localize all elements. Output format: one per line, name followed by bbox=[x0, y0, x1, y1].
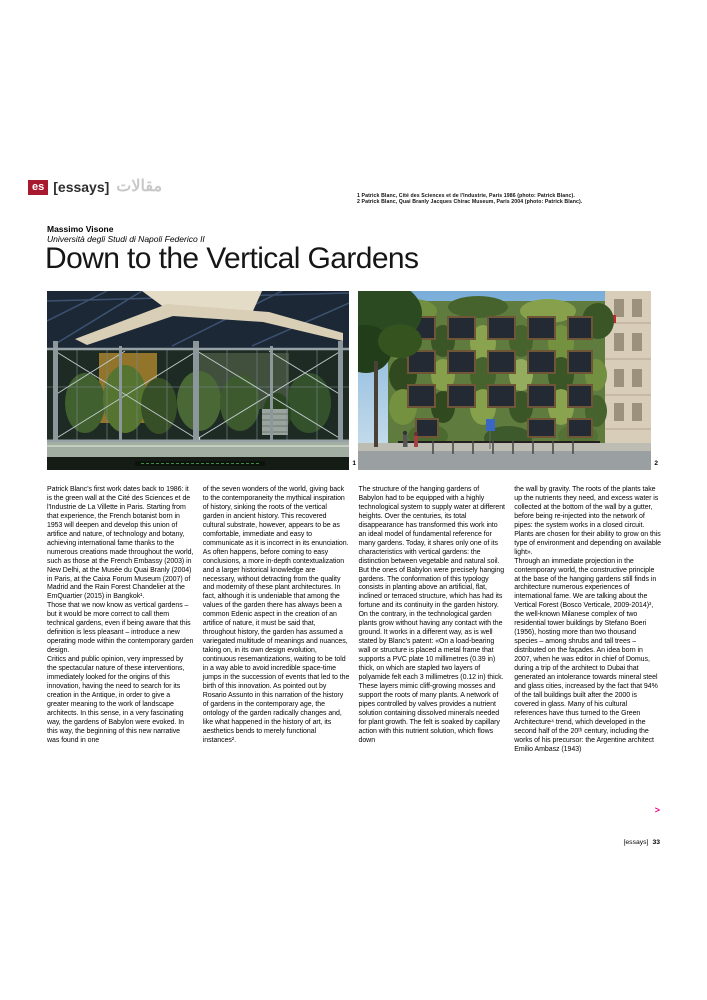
green-wall-facade-photo bbox=[358, 291, 651, 470]
text-column-2 bbox=[203, 486, 350, 755]
byline bbox=[47, 224, 205, 244]
continue-arrow: > bbox=[654, 805, 660, 815]
body-paragraph: Critics and public opinion, very impressed by the spectacular nature of these interventions, immediately looked for the origins of this innovation, having the need to search for its creation in the Antique, in order to give a greater meaning to the work of landscape architects. In this sense, in a very fascinating way, the gardens of Babylon were evoked. In this way, the beginning of this new narrative was found in one bbox=[47, 656, 185, 744]
figure-2 bbox=[358, 291, 658, 470]
body-paragraph: On the contrary, in the technological garden plants grow without having any contact with the ground. It works in a different way, as is well stated by Blanc's patent: «On a load-bearing wall or structure is placed a metal frame that supports a PVC plate 10 millimetres (0.39 in) thick, on which are stapled two layers of polyamide felt each 3 millimetres (0.12 in) thick. These layers mimic cliff-growing mosses and support the roots of many plants. A network of pipes controlled by valves provides a nutrient solution containing dissolved minerals needed for plant growth. The felt is soaked by capillary action with this nutrient solution, which flows down bbox=[358, 611, 504, 744]
body-paragraph: Patrick Blanc's first work dates back to 1986: it is the green wall at the Cité des Sciences et de l'Industrie de La Villette in Paris. Starting from that experience, the French botanist born in 1953 will deepen and develop this union of artifice and nature, of technology and botany, achieving international fame thanks to the numerous creations made throughout the world, such as those at the French Embassy (2003) in New Delhi, at the Musée du Quai Branly (2004) in Paris, at the Caixa Forum Museum (2007) of Madrid and the Rain Forest Chandelier at the EmQuartier (2015) in Bangkok¹. bbox=[47, 486, 194, 601]
figure-captions bbox=[357, 193, 657, 206]
figure-1 bbox=[47, 291, 356, 470]
article-title: Down to the Vertical Gardens bbox=[45, 242, 419, 275]
caption-figure-1: 1 Patrick Blanc, Cité des Sciences et de l'Industrie, Paris 1986 (photo: Patrick Blanc). bbox=[357, 193, 575, 199]
greenhouse-photo bbox=[47, 291, 349, 470]
footer-section-label: [essays] bbox=[623, 839, 649, 846]
figures-row bbox=[47, 291, 658, 470]
body-paragraph: Those that we now know as vertical gardens – but it would be more correct to call them technical gardens, even if being aware that this definition is less pleasant – introduce a new operating mode within the contemporary garden design. bbox=[47, 602, 194, 655]
section-header bbox=[28, 180, 162, 198]
body-paragraph: Through an immediate projection in the contemporary world, the constructive principle at the base of the hanging gardens still finds in architecture numerous experiences of international fame. We are talking about the Vertical Forest (Bosco Verticale, 2009-2014)³, the well-known Milanese complex of two residential tower buildings by Stefano Boeri (1956), hosting more than two thousand species – among shrubs and tall trees – distributed on the façades. An idea born in 2007, when he was editor in chief of Domus, during a trip of the architect to Dubai that generated an intolerance towards mineral steel and glass cities, increased by the fact that 94% of the tall buildings built after the 2000 is covered in glass. Many of his cultural references have thus turned to the Green Architecture⁴ trend, which developed in the second half of the 20ᵗʰ century, including the works of his precursor: the Argentine architect Emilio Ambasz (1943) bbox=[514, 557, 658, 753]
section-title: [essays] bbox=[53, 179, 110, 195]
body-paragraph: the wall by gravity. The roots of the plants take up the nutrients they need, and excess water is collected at the bottom of the wall by a gutter, before being re-injected into the network of pipes: the system works in a closed circuit. Plants are chosen for their ability to grow on this type of environment and depending on available light». bbox=[514, 486, 662, 556]
caption-figure-2: 2 Patrick Blanc, Quai Branly Jacques Chirac Museum, Paris 2004 (photo: Patrick Blanc). bbox=[357, 199, 583, 206]
text-column-3 bbox=[359, 486, 506, 755]
body-paragraph: of the seven wonders of the world, giving back to the contemporaneity the mythical inspiration of history, sinking the roots of the vertical garden in ancient history. This recovered cultural substrate, however, appears to be as comfortable, immediate and easy to communicate as it is incorrect in its enunciation. As often happens, before coming to easy conclusions, a more in-depth contextualization and a larger historical knowledge are necessary, without detracting from the quality and modernity of these plant architectures. In fact, although it is undeniable that among the values of the garden there has always been a common Edenic aspect in the creation of an artifice of nature, it must be said that, throughout history, the garden has assumed a variegated multitude of meanings and nuances, taking on, in its own design evolution, continuous resemantizations, waiting to be told in a way able to avoid incredible space-time jumps in the succession of events that led to the birth of this innovation. As pointed out by Rosario Assunto in this narration of the history of gardens in the contemporary age, the ontology of the garden radically changes and, like what happened in the history of art, its aesthetics bends to merely functional instances². bbox=[202, 486, 350, 744]
body-paragraph: The structure of the hanging gardens of Babylon had to be equipped with a highly technological system to supply water at different heights. Over the centuries, its total disappearance has transformed this work into an ideal model of fundamental reference for many gardens. Today, it shares only one of its characteristics with vertical gardens: the distinction between vegetable and natural soil. But the ones of Babylon were precisely hanging gardens. The conformation of this typology consists in planting above an artificial, flat, inclined or terraced structure, which has had its fortune and its continuity in the garden history. bbox=[358, 486, 505, 610]
section-title-arabic: مقالات bbox=[116, 178, 163, 195]
page-footer bbox=[624, 839, 661, 846]
figure-1-number: 1 bbox=[352, 460, 356, 467]
text-column-4 bbox=[514, 486, 661, 755]
section-badge: es bbox=[28, 180, 48, 195]
author-name: Massimo Visone bbox=[47, 224, 114, 234]
figure-2-number: 2 bbox=[654, 460, 658, 467]
text-column-1 bbox=[47, 486, 194, 755]
author-affiliation: Università degli Studi di Napoli Federico II bbox=[47, 234, 205, 244]
page-number: 33 bbox=[652, 839, 660, 846]
article-body bbox=[47, 486, 661, 755]
